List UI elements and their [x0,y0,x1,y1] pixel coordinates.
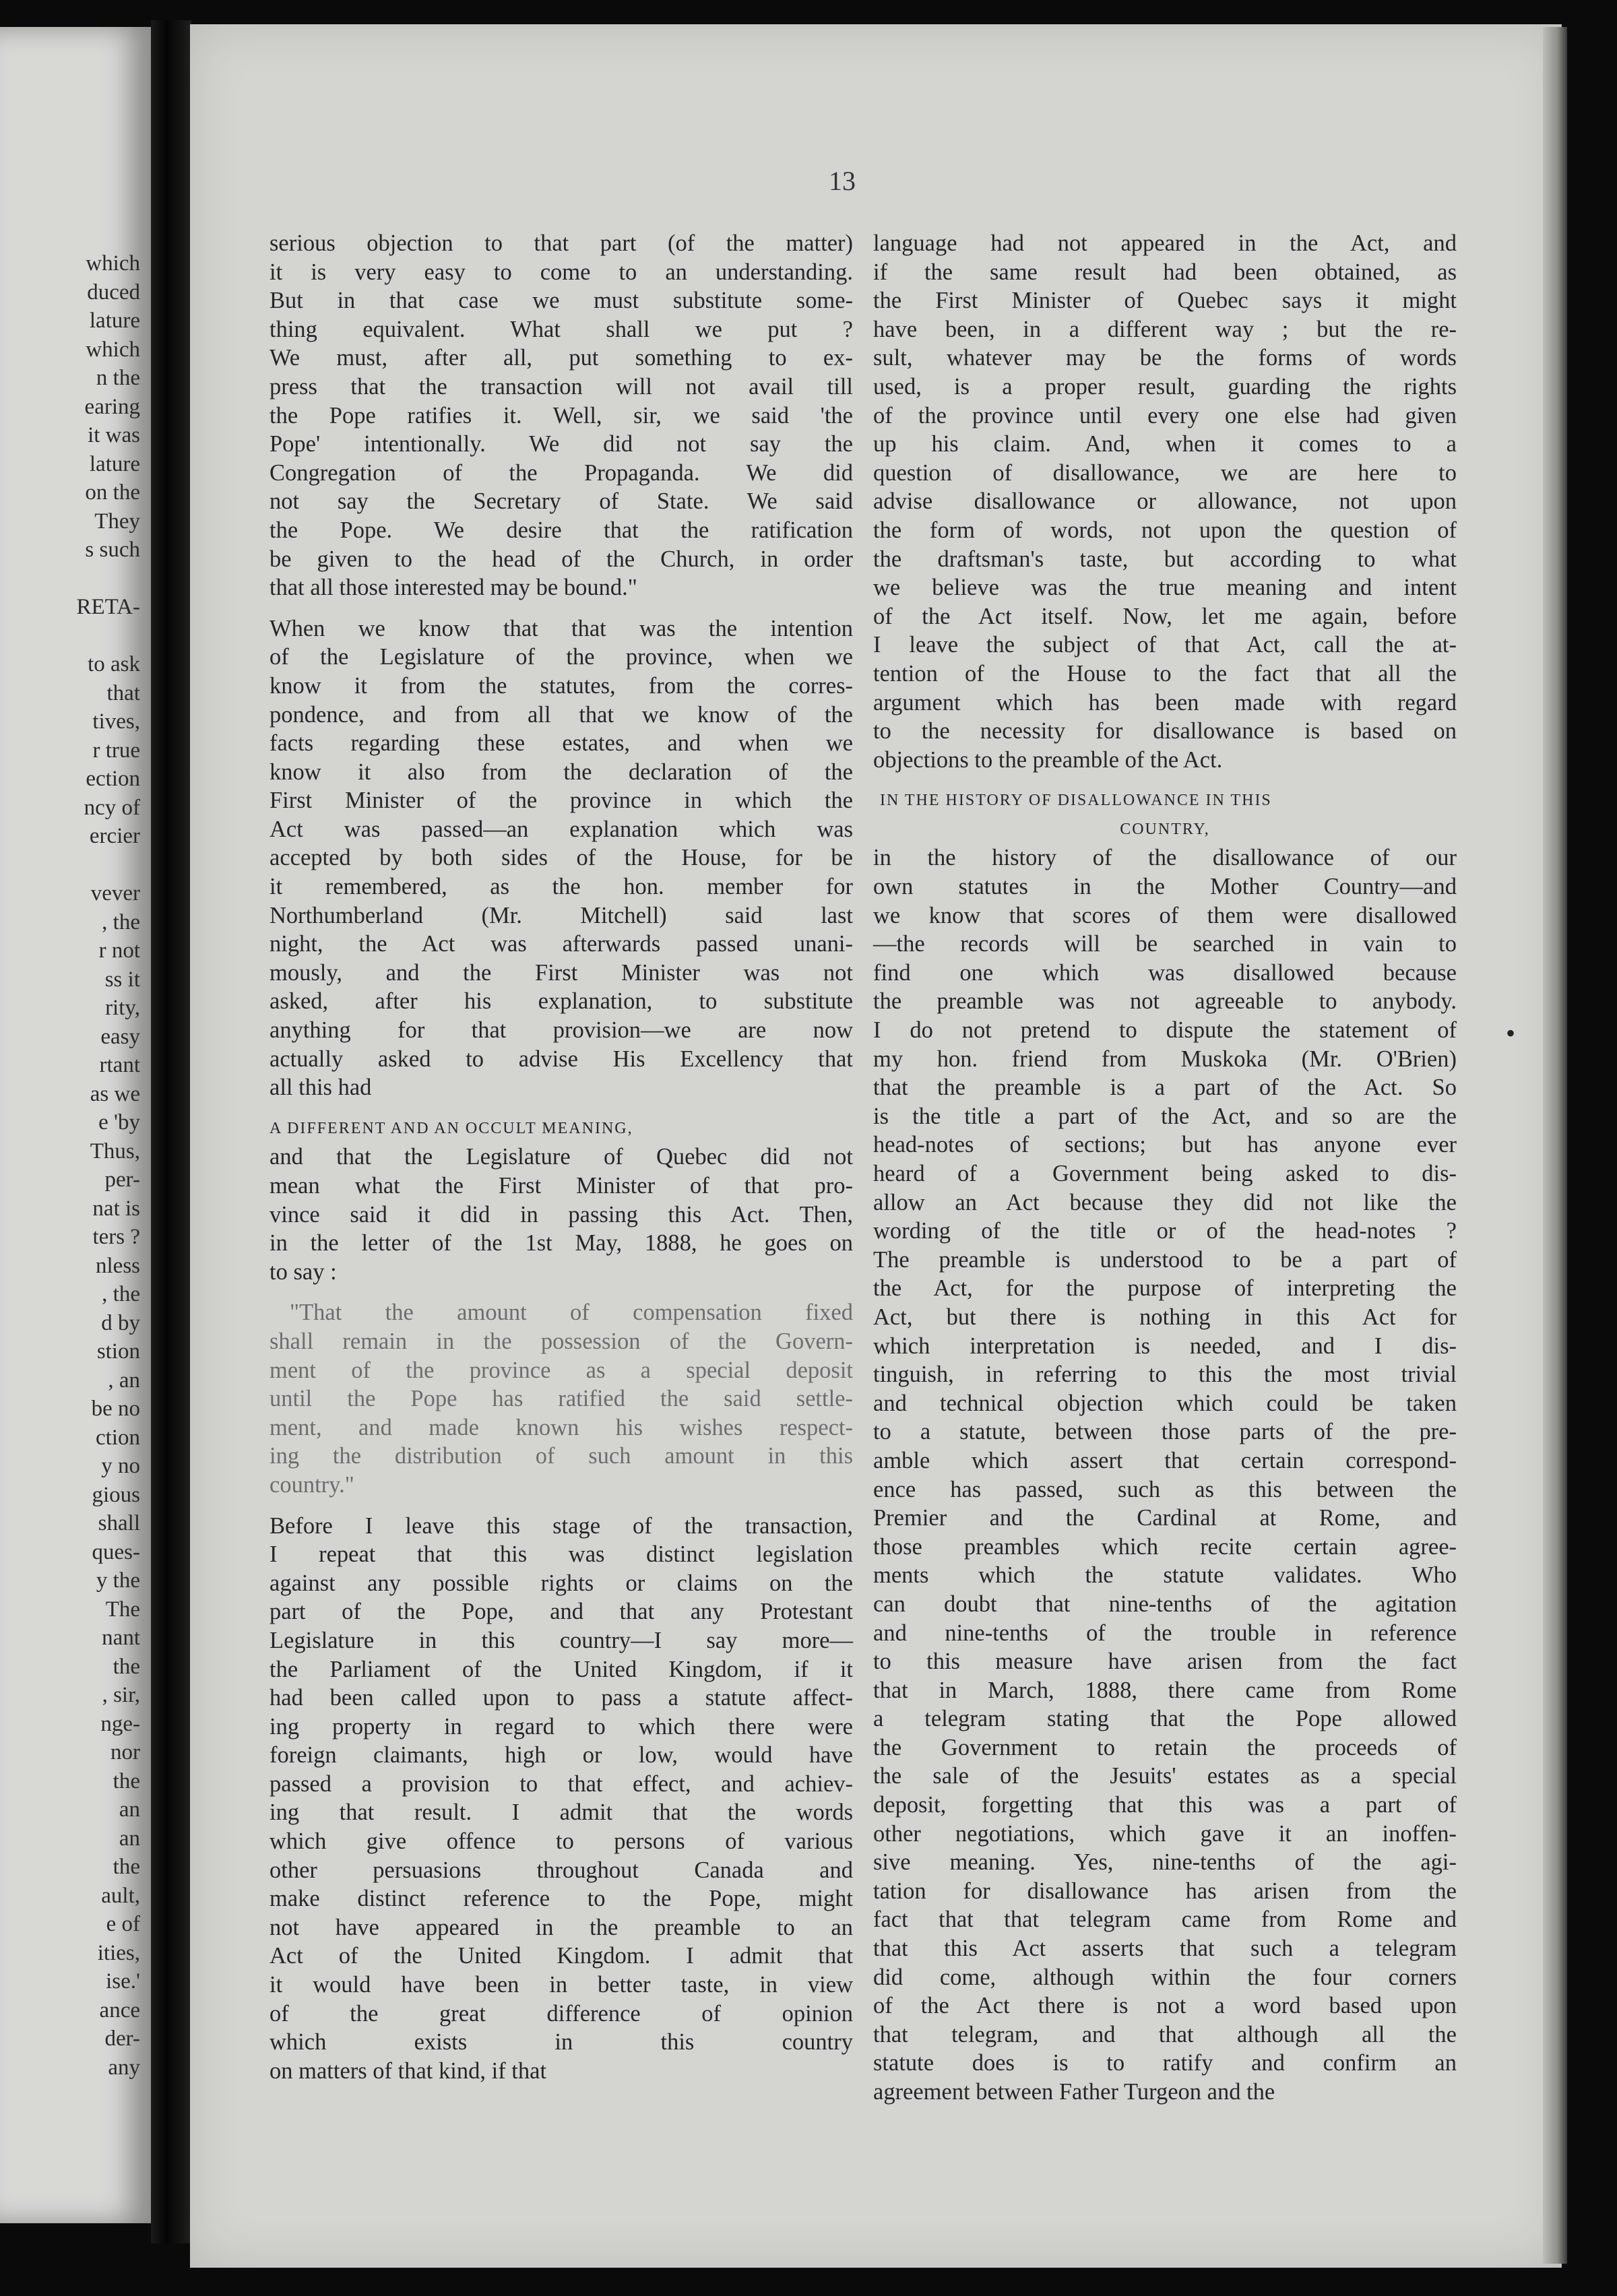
text-line: to the necessity for disallowance is based on [873,718,1457,744]
fragment-line: d by [101,1310,140,1335]
text-line: Act of the United Kingdom. I admit that [270,1943,853,1969]
text-line: I do not pretend to dispute the statement of [873,1017,1457,1044]
text-line: allow an Act because they did not like the [873,1189,1457,1215]
fragment-line: r not [98,938,140,963]
text-line: tention of the House to the fact that all the [873,660,1457,687]
text-line: have been, in a different way ; but the re- [873,316,1457,342]
section-heading: IN THE HISTORY OF DISALLOWANCE IN THIS [880,792,1272,810]
paragraph [270,614,853,1102]
text-line: argument which has been made with regard [873,689,1457,715]
text-line: that in March, 1888, there came from Rome [873,1677,1457,1703]
text-line: I repeat that this was distinct legislation [270,1541,853,1568]
book-gutter [151,20,191,2243]
text-line: in the history of the disallowance of our [873,845,1457,871]
text-line: ing that result. I admit that the words [270,1799,853,1826]
text-line: know it also from the declaration of the [270,759,853,785]
fragment-line: shall [98,1511,140,1535]
fragment-line: r true [92,738,140,763]
fragment-line [5,851,140,880]
fragment-line: nat is [92,1196,140,1221]
text-line: Premier and the Cardinal at Rome, and [873,1505,1457,1531]
fragment-line: as we [90,1081,140,1106]
text-line: can doubt that nine-tenths of the agitation [873,1591,1457,1617]
text-line: to a statute, between those parts of the pre- [873,1419,1457,1445]
fragment-line: ction [96,1425,140,1450]
margin-dot: • [1506,1018,1516,1048]
text-line: used, is a proper result, guarding the rights [873,373,1457,400]
text-line: part of the Pope, and that any Protestant [270,1599,853,1625]
paragraph [873,229,1457,774]
previous-page-text [5,249,140,2082]
fragment-line: the [113,1855,140,1879]
text-line: serious objection to that part (of the matter) [270,230,853,256]
text-line: which exists in this country [270,2029,853,2055]
text-line: heard of a Government being asked to dis- [873,1161,1457,1186]
text-line: is the title a part of the Act, and so are the [873,1103,1457,1129]
text-line: fact that that telegram came from Rome and [873,1907,1457,1933]
text-line: sive meaning. Yes, nine-tenths of the agi- [873,1849,1457,1876]
text-line: language had not appeared in the Act, and [873,230,1457,256]
fragment-line: y the [96,1568,140,1593]
text-line: in the letter of the 1st May, 1888, he goes on [270,1230,853,1256]
text-line: of the Act itself. Now, let me again, before [873,603,1457,629]
text-line: mously, and the First Minister was not [270,959,853,986]
text-line: ence has passed, such as this between the [873,1476,1457,1502]
fragment-line: , an [108,1368,140,1393]
text-line: and technical objection which could be taken [873,1390,1457,1416]
fragment-line: ection [86,767,140,791]
fragment-line: duced [87,280,140,305]
section-heading: A DIFFERENT AND AN OCCULT MEANING, [270,1119,633,1137]
fragment-line: e of [106,1912,140,1936]
fragment-line: vever [90,881,140,905]
text-line: accepted by both sides of the House, for be [270,845,853,871]
text-line: be given to the head of the Church, in order [270,546,853,572]
fragment-line: Thus, [90,1139,140,1163]
text-line: that all those interested may be bound." [270,575,637,601]
page-number: 13 [829,166,856,196]
fragment-line: lature [89,309,140,333]
fragment-line: ance [99,1998,140,2022]
text-line: which interpretation is needed, and I dis- [873,1333,1457,1359]
text-line: facts regarding these estates, and when we [270,730,853,757]
text-line: pondence, and from all that we know of the [270,701,853,728]
text-line: of the Act there is not a word based upon [873,1993,1457,2019]
text-line: amble which assert that certain correspond- [873,1447,1457,1473]
text-line: the Parliament of the United Kingdom, if it [270,1656,853,1682]
text-line: Pope' intentionally. We did not say the [270,431,853,457]
text-line: if the same result had been obtained, as [873,259,1457,285]
text-line: —the records will be searched in vain to [873,931,1457,957]
text-line: statute does is to ratify and confirm an [873,2050,1457,2076]
text-line: it is very easy to come to an understanding. [270,259,853,285]
text-line: agreement between Father Turgeon and the [873,2079,1275,2105]
text-line: other persuasions throughout Canada and [270,1857,853,1883]
text-line: the Pope. We desire that the ratification [270,517,853,543]
text-line: night, the Act was afterwards passed unani- [270,931,853,957]
text-line: We must, after all, put something to ex- [270,345,853,371]
text-line: First Minister of the province in which the [270,788,853,814]
text-line: a telegram stating that the Pope allowed [873,1706,1457,1732]
text-line: ing the distribution of such amount in this [270,1443,853,1469]
text-line: the sale of the Jesuits' estates as a special [873,1763,1457,1789]
text-line: that the preamble is a part of the Act. So [873,1075,1457,1101]
text-line: did come, although within the four corners [873,1964,1457,1990]
text-line: know it from the statutes, from the corres- [270,672,853,699]
fragment-line: to ask [88,652,140,676]
fragment-line: rtant [99,1053,140,1077]
fragment-line: s such [85,538,140,562]
text-line: ing property in regard to which there were [270,1713,853,1740]
fragment-line: earing [84,394,140,419]
section-heading-continued: COUNTRY, [1120,820,1210,838]
text-line: advise disallowance or allowance, not upon [873,488,1457,515]
text-line: actually asked to advise His Excellency that [270,1046,853,1072]
text-line: Before I leave this stage of the transaction, [270,1512,853,1539]
text-line: question of disallowance, we are here to [873,459,1457,486]
text-line: we know that scores of them were disallowed [873,902,1457,928]
paragraph [270,1512,853,2086]
text-line: the form of words, not upon the question of [873,517,1457,543]
text-line: anything for that provision—we are now [270,1017,853,1044]
text-line: the draftsman's taste, but according to what [873,546,1457,572]
text-line: asked, after his explanation, to substitute [270,988,853,1015]
fragment-line: The [105,1597,140,1622]
fragment-line: which [86,251,140,276]
fragment-line: stion [96,1339,140,1364]
fragment-line: nant [102,1626,140,1650]
quotation [270,1298,853,1499]
fragment-line: y no [101,1454,140,1478]
fragment-line [5,622,140,651]
text-line: to this measure have arisen from the fact [873,1649,1457,1675]
paragraph [270,229,853,602]
fragment-line: ques- [92,1539,140,1564]
text-line: press that the transaction will not avail till [270,373,853,400]
text-line: mean what the First Minister of that pro- [270,1173,853,1199]
text-line: which give offence to persons of various [270,1828,853,1855]
text-line: not have appeared in the preamble to an [270,1914,853,1940]
text-line: Act, but there is nothing in this Act for [873,1304,1457,1330]
fragment-line: rity, [105,996,140,1020]
text-line: Congregation of the Propaganda. We did [270,459,853,486]
text-line: Legislature in this country—I say more— [270,1627,853,1653]
fragment-line: ault, [101,1883,140,1908]
text-line: ments which the statute validates. Who [873,1562,1457,1589]
text-line: tinguish, in referring to this the most trivial [873,1362,1457,1388]
text-line: all this had [270,1075,372,1101]
fragment-line: it was [88,423,140,447]
fragment-line: , sir, [102,1683,140,1707]
text-line: of the province until every one else had given [873,402,1457,428]
text-line: on matters of that kind, if that [270,2058,547,2084]
text-line: had been called upon to pass a statute affect- [270,1685,853,1711]
text-line: I leave the subject of that Act, call the at- [873,632,1457,658]
text-line: those preambles which recite certain agree- [873,1533,1457,1560]
text-line: the preamble was not agreeable to anybody. [873,988,1457,1015]
text-line: tation for disallowance has arisen from the [873,1878,1457,1904]
text-line: sult, whatever may be the forms of words [873,345,1457,371]
text-line: that telegram, and that although all the [873,2021,1457,2047]
text-line: the First Minister of Quebec says it might [873,288,1457,314]
fragment-line: ercier [89,824,140,848]
paragraph [270,1143,853,1286]
left-column [270,229,853,2085]
text-line: it remembered, as the hon. member for [270,874,853,900]
fragment-line: ters ? [92,1225,140,1249]
text-line: until the Pope has ratified the said settle- [270,1386,853,1412]
fragment-line: the [113,1768,140,1793]
page-edge [1543,27,1567,2264]
text-line: But in that case we must substitute some- [270,288,853,314]
text-line: foreign claimants, high or low, would have [270,1742,853,1768]
text-line: other negotiations, which gave it an inoffen- [873,1820,1457,1847]
text-line: and nine-tenths of the trouble in reference [873,1620,1457,1646]
text-line: to say : [270,1258,337,1285]
fragment-line: They [94,509,140,534]
text-line: against any possible rights or claims on the [270,1570,853,1596]
fragment-line: nless [96,1253,140,1278]
text-line: ment of the province as a special deposit [270,1357,853,1383]
fragment-line: lature [89,451,140,476]
fragment-line: be no [91,1397,140,1421]
previous-page-fragment [0,27,151,2223]
fragment-line [5,565,140,594]
text-line: my hon. friend from Muskoka (Mr. O'Brien) [873,1046,1457,1072]
text-line: When we know that that was the intention [270,615,853,641]
fragment-line: , the [102,910,140,934]
fragment-line: gious [92,1482,140,1507]
fragment-line: der- [104,2027,140,2051]
text-line: Act was passed—an explanation which was [270,816,853,842]
fragment-line: nge- [100,1711,140,1736]
text-line: the Act, for the purpose of interpreting the [873,1275,1457,1302]
text-line: it would have been in better taste, in view [270,1972,853,1998]
text-line: wording of the title or of the head-notes ? [873,1218,1457,1244]
text-line: and that the Legislature of Quebec did not [270,1144,853,1170]
fragment-line: an [119,1797,140,1822]
fragment-line: , the [102,1282,140,1306]
text-line: of the great difference of opinion [270,2000,853,2027]
fragment-line: the [113,1654,140,1679]
text-line: the Pope ratifies it. Well, sir, we said 'the [270,402,853,428]
text-line: that this Act asserts that such a telegram [873,1936,1457,1962]
fragment-line: tives, [92,709,140,734]
text-line: deposit, forgetting that this was a part of [873,1792,1457,1818]
text-line: shall remain in the possession of the Govern- [270,1328,853,1354]
paragraph [873,843,1457,2106]
right-column [873,229,1457,2107]
text-line: thing equivalent. What shall we put ? [270,316,853,342]
fragment-line: per- [104,1168,140,1192]
text-line: The preamble is understood to be a part of [873,1246,1457,1273]
fragment-line: easy [100,1024,140,1049]
text-line: not say the Secretary of State. We said [270,488,853,515]
text-line: the Government to retain the proceeds of [873,1734,1457,1760]
fragment-line: ise.' [106,1969,140,1994]
fragment-line: that [106,680,140,705]
fragment-line: RETA- [76,595,140,619]
fragment-line: e 'by [98,1110,140,1135]
fragment-line: an [119,1826,140,1851]
text-line: "That the amount of compensation fixed [290,1300,853,1326]
fragment-line: on the [85,480,140,505]
text-line: ment, and made known his wishes respect- [270,1414,853,1440]
text-line: vince said it did in passing this Act. Then, [270,1201,853,1227]
fragment-line: n the [96,366,140,390]
text-line: Northumberland (Mr. Mitchell) said last [270,902,853,928]
fragment-line: ncy of [84,795,140,820]
text-line: make distinct reference to the Pope, might [270,1886,853,1912]
text-line: objections to the preamble of the Act. [873,746,1223,773]
text-line: head-notes of sections; but has anyone ever [873,1132,1457,1158]
text-line: up his claim. And, when it comes to a [873,431,1457,457]
fragment-line: ities, [97,1940,140,1965]
fragment-line: any [108,2055,140,2080]
fragment-line: nor [110,1740,140,1764]
fragment-line: ss it [104,967,140,992]
text-line: own statutes in the Mother Country—and [873,874,1457,900]
fragment-line: which [86,337,140,362]
text-line: we believe was the true meaning and intent [873,575,1457,601]
text-line: passed a provision to that effect, and achiev- [270,1771,853,1797]
text-line: of the Legislature of the province, when we [270,644,853,670]
text-line: find one which was disallowed because [873,959,1457,986]
text-line: country." [270,1471,354,1498]
